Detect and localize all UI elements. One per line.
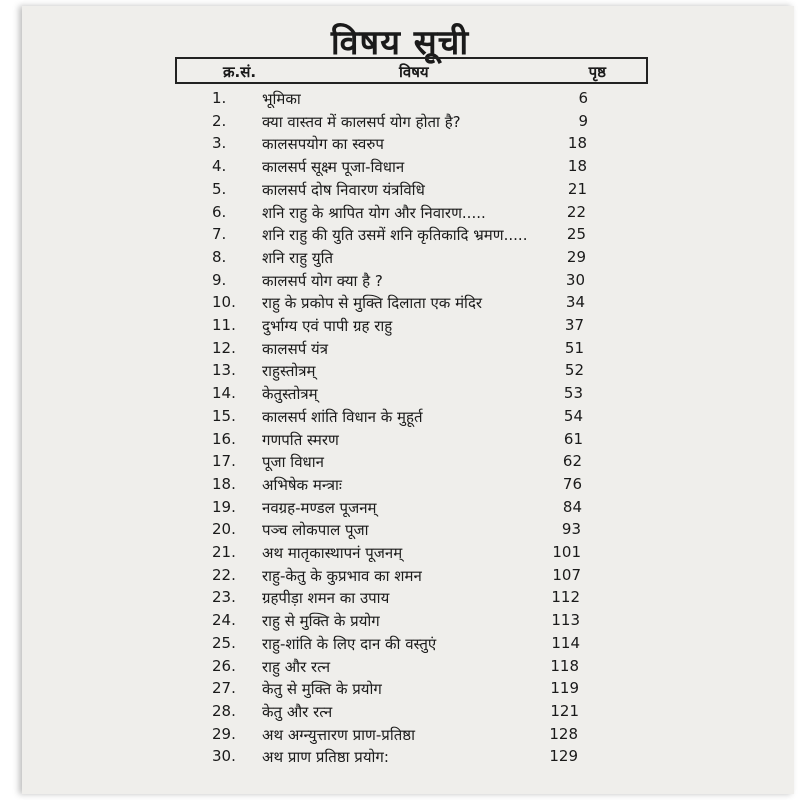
row-page: 62	[562, 452, 582, 471]
row-subject: गणपति स्मरण	[262, 430, 339, 449]
table-row	[0, 430, 800, 452]
row-page: 30	[565, 270, 585, 289]
row-subject: ग्रहपीड़ा शमन का उपाय	[262, 589, 390, 608]
row-subject: राहु के प्रकोप से मुक्ति दिलाता एक मंदिर	[262, 294, 483, 313]
row-number: 24.	[212, 611, 236, 630]
row-subject: राहु से मुक्ति के प्रयोग	[262, 612, 380, 631]
row-subject: अभिषेक मन्त्राः	[262, 475, 342, 494]
row-page: 29	[566, 247, 586, 266]
row-subject: अथ प्राण प्रतिष्ठा प्रयोग:	[262, 748, 389, 767]
row-subject: शनि राहु की युति उसमें शनि कृतिकादि भ्रमण.....	[262, 226, 528, 245]
row-subject: शनि राहु के श्रापित योग और निवारण.....	[262, 203, 486, 222]
row-number: 30.	[212, 747, 236, 766]
row-subject: शनि राहु युति	[262, 248, 334, 267]
row-number: 29.	[212, 724, 236, 743]
row-page: 114	[551, 633, 580, 652]
table-row	[0, 112, 800, 134]
row-number: 17.	[212, 452, 236, 471]
table-header	[175, 57, 648, 84]
row-page: 112	[551, 588, 580, 607]
row-subject: भूमिका	[262, 90, 301, 108]
table-row	[0, 384, 800, 406]
table-row	[0, 316, 800, 338]
table-row	[0, 134, 800, 156]
row-page: 9	[578, 111, 588, 130]
row-page: 22	[566, 202, 586, 221]
table-row	[0, 657, 800, 679]
row-number: 2.	[212, 111, 227, 130]
row-number: 11.	[212, 316, 236, 334]
row-page: 25	[566, 225, 586, 244]
row-number: 26.	[212, 656, 236, 675]
row-number: 8.	[212, 247, 227, 266]
row-page: 21	[567, 179, 587, 198]
row-number: 4.	[212, 157, 227, 176]
row-page: 128	[549, 724, 578, 743]
table-row	[0, 679, 800, 701]
row-page: 76	[562, 474, 582, 493]
row-subject: राहु और रत्न	[262, 657, 331, 676]
row-number: 23.	[212, 588, 236, 607]
row-page: 61	[563, 429, 583, 448]
row-number: 5.	[212, 179, 227, 198]
table-row	[0, 248, 800, 270]
table-row	[0, 180, 800, 202]
row-subject: कालसर्प दोष निवारण यंत्रविधि	[262, 180, 425, 199]
table-row	[0, 588, 800, 610]
row-number: 25.	[212, 633, 236, 652]
row-subject: राहु-केतु के कुप्रभाव का शमन	[262, 566, 422, 585]
row-subject: अथ अग्न्युत्तारण प्राण-प्रतिष्ठा	[262, 725, 415, 744]
row-number: 6.	[212, 202, 227, 221]
header-serial-number: क्र.सं.	[223, 63, 257, 81]
row-subject: केतु और रत्न	[262, 702, 333, 721]
row-number: 10.	[212, 293, 236, 312]
table-row	[0, 634, 800, 656]
row-number: 3.	[212, 134, 227, 153]
table-row	[0, 747, 800, 769]
row-subject: दुर्भाग्य एवं पापी ग्रह राहु	[262, 317, 393, 335]
table-row	[0, 702, 800, 724]
table-row	[0, 361, 800, 383]
row-subject: कालसर्प योग क्या है ?	[262, 271, 383, 290]
table-row	[0, 293, 800, 315]
row-number: 16.	[212, 429, 236, 448]
row-page: 118	[550, 656, 579, 675]
row-number: 13.	[212, 361, 236, 380]
row-number: 21.	[212, 543, 236, 561]
row-page: 37	[564, 316, 584, 334]
row-page: 113	[551, 611, 580, 630]
table-row	[0, 498, 800, 520]
row-subject: राहुस्तोत्रम्	[262, 362, 316, 381]
table-row	[0, 520, 800, 542]
row-number: 15.	[212, 406, 236, 425]
row-subject: पञ्च लोकपाल पूजा	[262, 521, 369, 540]
row-subject: नवग्रह-मण्डल पूजनम्	[262, 498, 377, 517]
row-number: 18.	[212, 474, 236, 493]
header-subject: विषय	[399, 63, 429, 81]
row-page: 121	[550, 701, 579, 720]
row-number: 12.	[212, 338, 236, 357]
row-page: 129	[549, 747, 578, 766]
table-row	[0, 271, 800, 293]
row-subject: केतु से मुक्ति के प्रयोग	[262, 680, 382, 699]
table-row	[0, 203, 800, 225]
row-number: 1.	[212, 89, 227, 107]
table-row	[0, 543, 800, 565]
row-page: 84	[562, 497, 582, 516]
table-row	[0, 725, 800, 747]
table-row	[0, 566, 800, 588]
table-row	[0, 89, 800, 111]
row-number: 14.	[212, 384, 236, 403]
row-subject: राहु-शांति के लिए दान की वस्तुएं	[262, 634, 437, 653]
table-row	[0, 611, 800, 633]
row-subject: केतुस्तोत्रम्	[262, 385, 318, 404]
row-page: 93	[561, 520, 581, 539]
row-page: 54	[563, 406, 583, 425]
row-subject: अथ मातृकास्थापनं पूजनम्	[262, 544, 403, 562]
row-number: 20.	[212, 520, 236, 539]
row-page: 52	[564, 361, 584, 380]
row-subject: कालसर्प शांति विधान के मुहूर्त	[262, 407, 423, 426]
row-page: 101	[552, 543, 581, 561]
row-number: 27.	[212, 679, 236, 698]
row-page: 18	[567, 134, 587, 153]
row-number: 22.	[212, 565, 236, 584]
row-subject: क्या वास्तव में कालसर्प योग होता है?	[262, 112, 461, 131]
row-page: 6	[578, 89, 588, 107]
table-row	[0, 407, 800, 429]
row-page: 18	[567, 157, 587, 176]
table-row	[0, 157, 800, 179]
row-number: 28.	[212, 701, 236, 720]
table-row	[0, 339, 800, 361]
page-title: विषय सूची	[330, 23, 470, 63]
row-page: 107	[552, 565, 581, 584]
row-subject: कालसपयोग का स्वरुप	[262, 135, 384, 154]
row-page: 119	[550, 679, 579, 698]
row-subject: कालसर्प सूक्ष्म पूजा-विधान	[262, 158, 405, 177]
row-page: 51	[564, 338, 584, 357]
row-number: 9.	[212, 270, 227, 289]
row-number: 19.	[212, 497, 236, 516]
row-page: 53	[563, 384, 583, 403]
row-subject: पूजा विधान	[262, 453, 324, 472]
row-number: 7.	[212, 225, 227, 244]
table-row	[0, 225, 800, 247]
row-subject: कालसर्प यंत्र	[262, 339, 328, 358]
table-row	[0, 475, 800, 497]
header-page: पृष्ठ	[588, 63, 606, 81]
row-page: 34	[565, 293, 585, 312]
table-row	[0, 452, 800, 474]
